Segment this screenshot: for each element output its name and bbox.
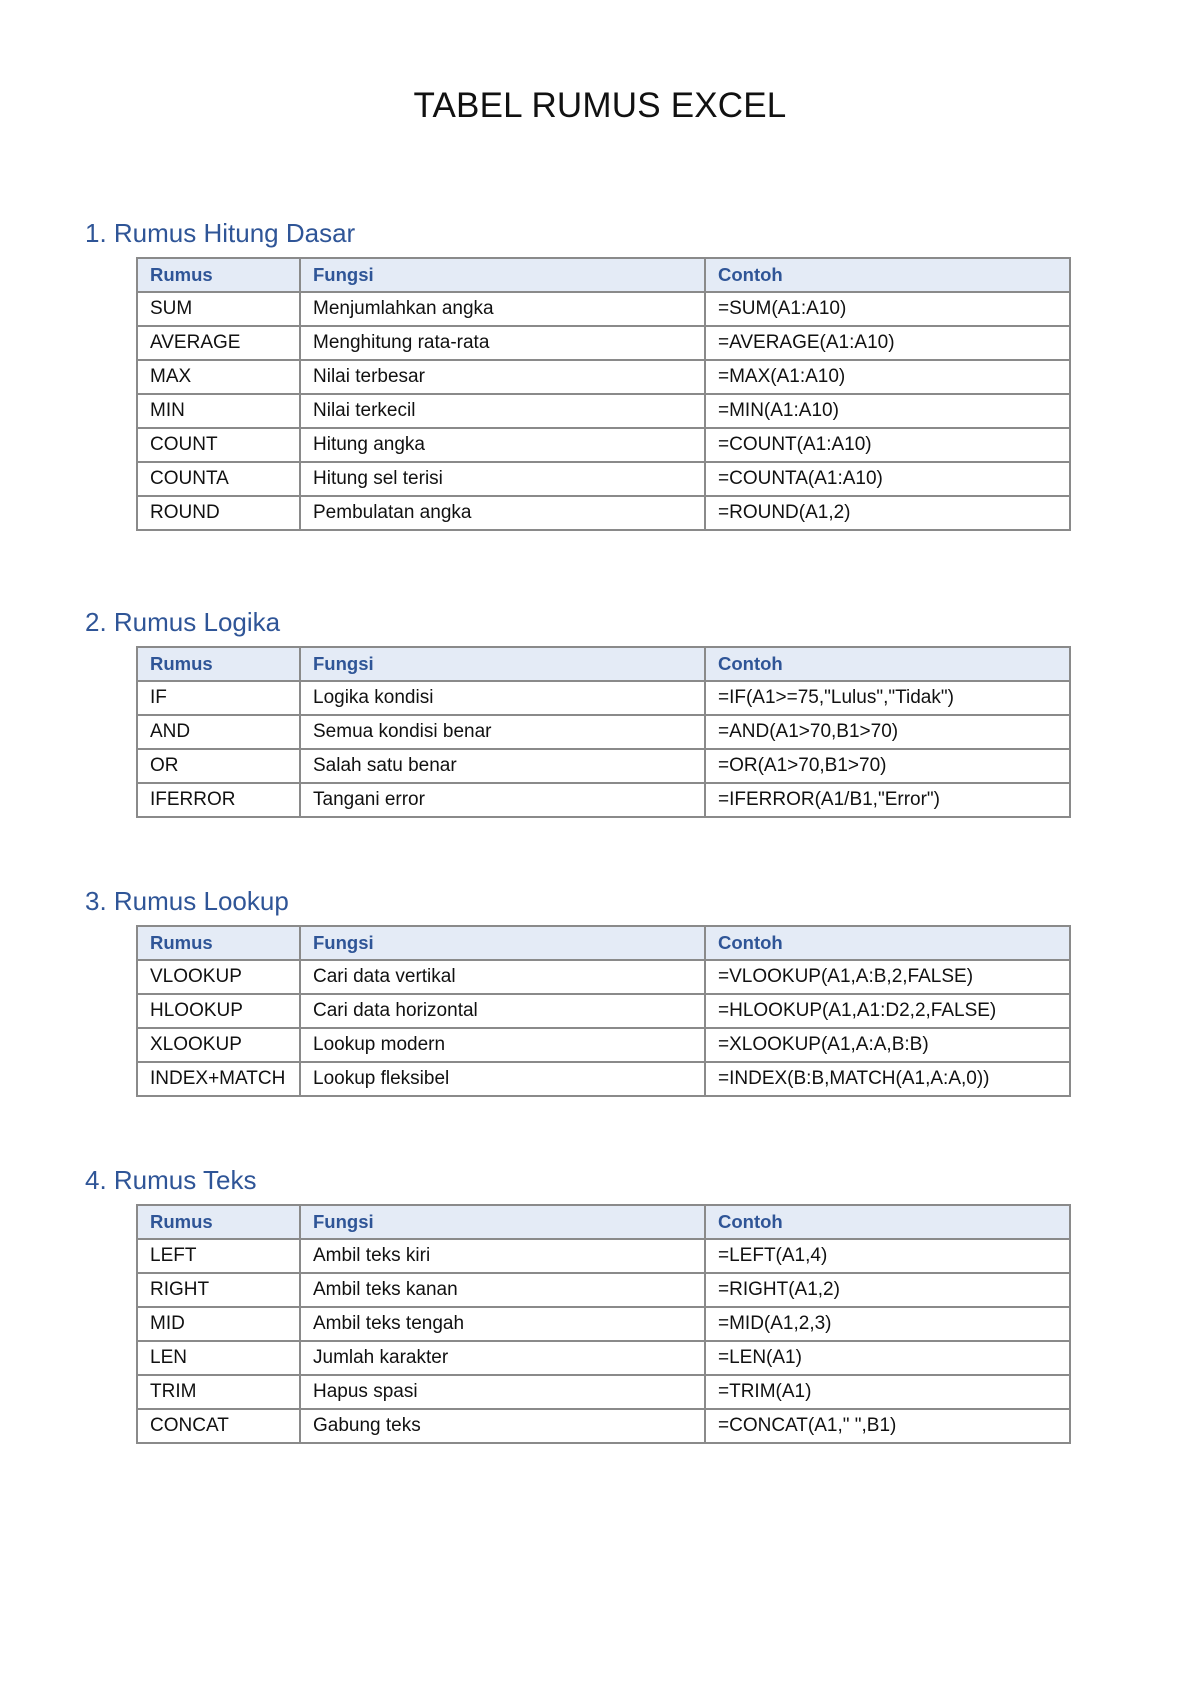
column-header-contoh: Contoh — [705, 1205, 1070, 1239]
table-row — [137, 994, 1070, 1028]
table-row — [137, 960, 1070, 994]
table-row — [137, 1273, 1070, 1307]
cell-rumus: VLOOKUP — [137, 960, 300, 994]
cell-rumus: AND — [137, 715, 300, 749]
column-header-fungsi: Fungsi — [300, 258, 705, 292]
cell-contoh: =SUM(A1:A10) — [705, 292, 1070, 326]
cell-rumus: MIN — [137, 394, 300, 428]
cell-contoh: =COUNT(A1:A10) — [705, 428, 1070, 462]
column-header-rumus: Rumus — [137, 926, 300, 960]
cell-fungsi: Logika kondisi — [300, 681, 705, 715]
cell-contoh: =ROUND(A1,2) — [705, 496, 1070, 530]
table-row — [137, 1307, 1070, 1341]
table-row — [137, 394, 1070, 428]
cell-rumus: SUM — [137, 292, 300, 326]
cell-contoh: =MAX(A1:A10) — [705, 360, 1070, 394]
cell-fungsi: Pembulatan angka — [300, 496, 705, 530]
column-header-rumus: Rumus — [137, 258, 300, 292]
table-row — [137, 715, 1070, 749]
cell-fungsi: Hitung sel terisi — [300, 462, 705, 496]
cell-rumus: IFERROR — [137, 783, 300, 817]
cell-contoh: =XLOOKUP(A1,A:A,B:B) — [705, 1028, 1070, 1062]
table-row — [137, 1239, 1070, 1273]
cell-rumus: ROUND — [137, 496, 300, 530]
cell-fungsi: Lookup modern — [300, 1028, 705, 1062]
column-header-rumus: Rumus — [137, 647, 300, 681]
table-row — [137, 1341, 1070, 1375]
section-heading: 3. Rumus Lookup — [85, 886, 289, 916]
cell-fungsi: Hitung angka — [300, 428, 705, 462]
section-heading: 1. Rumus Hitung Dasar — [85, 218, 356, 248]
cell-contoh: =VLOOKUP(A1,A:B,2,FALSE) — [705, 960, 1070, 994]
cell-rumus: LEFT — [137, 1239, 300, 1273]
table-row — [137, 749, 1070, 783]
cell-rumus: AVERAGE — [137, 326, 300, 360]
formula-table — [136, 925, 1071, 1097]
cell-fungsi: Semua kondisi benar — [300, 715, 705, 749]
table-row — [137, 360, 1070, 394]
column-header-fungsi: Fungsi — [300, 1205, 705, 1239]
table-row — [137, 1028, 1070, 1062]
column-header-contoh: Contoh — [705, 647, 1070, 681]
column-header-rumus: Rumus — [137, 1205, 300, 1239]
cell-rumus: IF — [137, 681, 300, 715]
cell-rumus: MID — [137, 1307, 300, 1341]
cell-fungsi: Jumlah karakter — [300, 1341, 705, 1375]
cell-rumus: LEN — [137, 1341, 300, 1375]
cell-fungsi: Menjumlahkan angka — [300, 292, 705, 326]
cell-rumus: COUNT — [137, 428, 300, 462]
column-header-fungsi: Fungsi — [300, 647, 705, 681]
section-heading: 4. Rumus Teks — [85, 1165, 257, 1195]
cell-fungsi: Gabung teks — [300, 1409, 705, 1443]
cell-rumus: MAX — [137, 360, 300, 394]
cell-fungsi: Ambil teks kiri — [300, 1239, 705, 1273]
cell-fungsi: Nilai terbesar — [300, 360, 705, 394]
cell-contoh: =CONCAT(A1," ",B1) — [705, 1409, 1070, 1443]
column-header-fungsi: Fungsi — [300, 926, 705, 960]
table-header-row — [137, 1205, 1070, 1239]
cell-fungsi: Menghitung rata-rata — [300, 326, 705, 360]
table-header-row — [137, 647, 1070, 681]
cell-contoh: =MID(A1,2,3) — [705, 1307, 1070, 1341]
cell-fungsi: Cari data vertikal — [300, 960, 705, 994]
table-row — [137, 428, 1070, 462]
cell-fungsi: Tangani error — [300, 783, 705, 817]
cell-rumus: RIGHT — [137, 1273, 300, 1307]
table-row — [137, 1375, 1070, 1409]
cell-contoh: =LEN(A1) — [705, 1341, 1070, 1375]
formula-table — [136, 257, 1071, 531]
table-row — [137, 462, 1070, 496]
cell-contoh: =LEFT(A1,4) — [705, 1239, 1070, 1273]
cell-contoh: =HLOOKUP(A1,A1:D2,2,FALSE) — [705, 994, 1070, 1028]
cell-contoh: =INDEX(B:B,MATCH(A1,A:A,0)) — [705, 1062, 1070, 1096]
cell-contoh: =IF(A1>=75,"Lulus","Tidak") — [705, 681, 1070, 715]
cell-fungsi: Nilai terkecil — [300, 394, 705, 428]
table-row — [137, 681, 1070, 715]
cell-contoh: =TRIM(A1) — [705, 1375, 1070, 1409]
page-title: TABEL RUMUS EXCEL — [413, 86, 787, 125]
table-row — [137, 783, 1070, 817]
formula-table — [136, 646, 1071, 818]
formula-table — [136, 1204, 1071, 1444]
table-row — [137, 326, 1070, 360]
cell-rumus: OR — [137, 749, 300, 783]
cell-rumus: XLOOKUP — [137, 1028, 300, 1062]
cell-fungsi: Cari data horizontal — [300, 994, 705, 1028]
cell-rumus: TRIM — [137, 1375, 300, 1409]
cell-rumus: HLOOKUP — [137, 994, 300, 1028]
cell-contoh: =OR(A1>70,B1>70) — [705, 749, 1070, 783]
table-row — [137, 496, 1070, 530]
table-row — [137, 1062, 1070, 1096]
cell-contoh: =IFERROR(A1/B1,"Error") — [705, 783, 1070, 817]
cell-contoh: =AVERAGE(A1:A10) — [705, 326, 1070, 360]
column-header-contoh: Contoh — [705, 926, 1070, 960]
table-row — [137, 292, 1070, 326]
cell-rumus: CONCAT — [137, 1409, 300, 1443]
cell-rumus: COUNTA — [137, 462, 300, 496]
cell-fungsi: Salah satu benar — [300, 749, 705, 783]
cell-fungsi: Hapus spasi — [300, 1375, 705, 1409]
table-header-row — [137, 258, 1070, 292]
cell-rumus: INDEX+MATCH — [137, 1062, 300, 1096]
cell-contoh: =RIGHT(A1,2) — [705, 1273, 1070, 1307]
cell-contoh: =MIN(A1:A10) — [705, 394, 1070, 428]
section-heading: 2. Rumus Logika — [85, 607, 281, 637]
cell-fungsi: Ambil teks tengah — [300, 1307, 705, 1341]
cell-fungsi: Lookup fleksibel — [300, 1062, 705, 1096]
column-header-contoh: Contoh — [705, 258, 1070, 292]
table-row — [137, 1409, 1070, 1443]
cell-contoh: =AND(A1>70,B1>70) — [705, 715, 1070, 749]
cell-fungsi: Ambil teks kanan — [300, 1273, 705, 1307]
table-header-row — [137, 926, 1070, 960]
cell-contoh: =COUNTA(A1:A10) — [705, 462, 1070, 496]
